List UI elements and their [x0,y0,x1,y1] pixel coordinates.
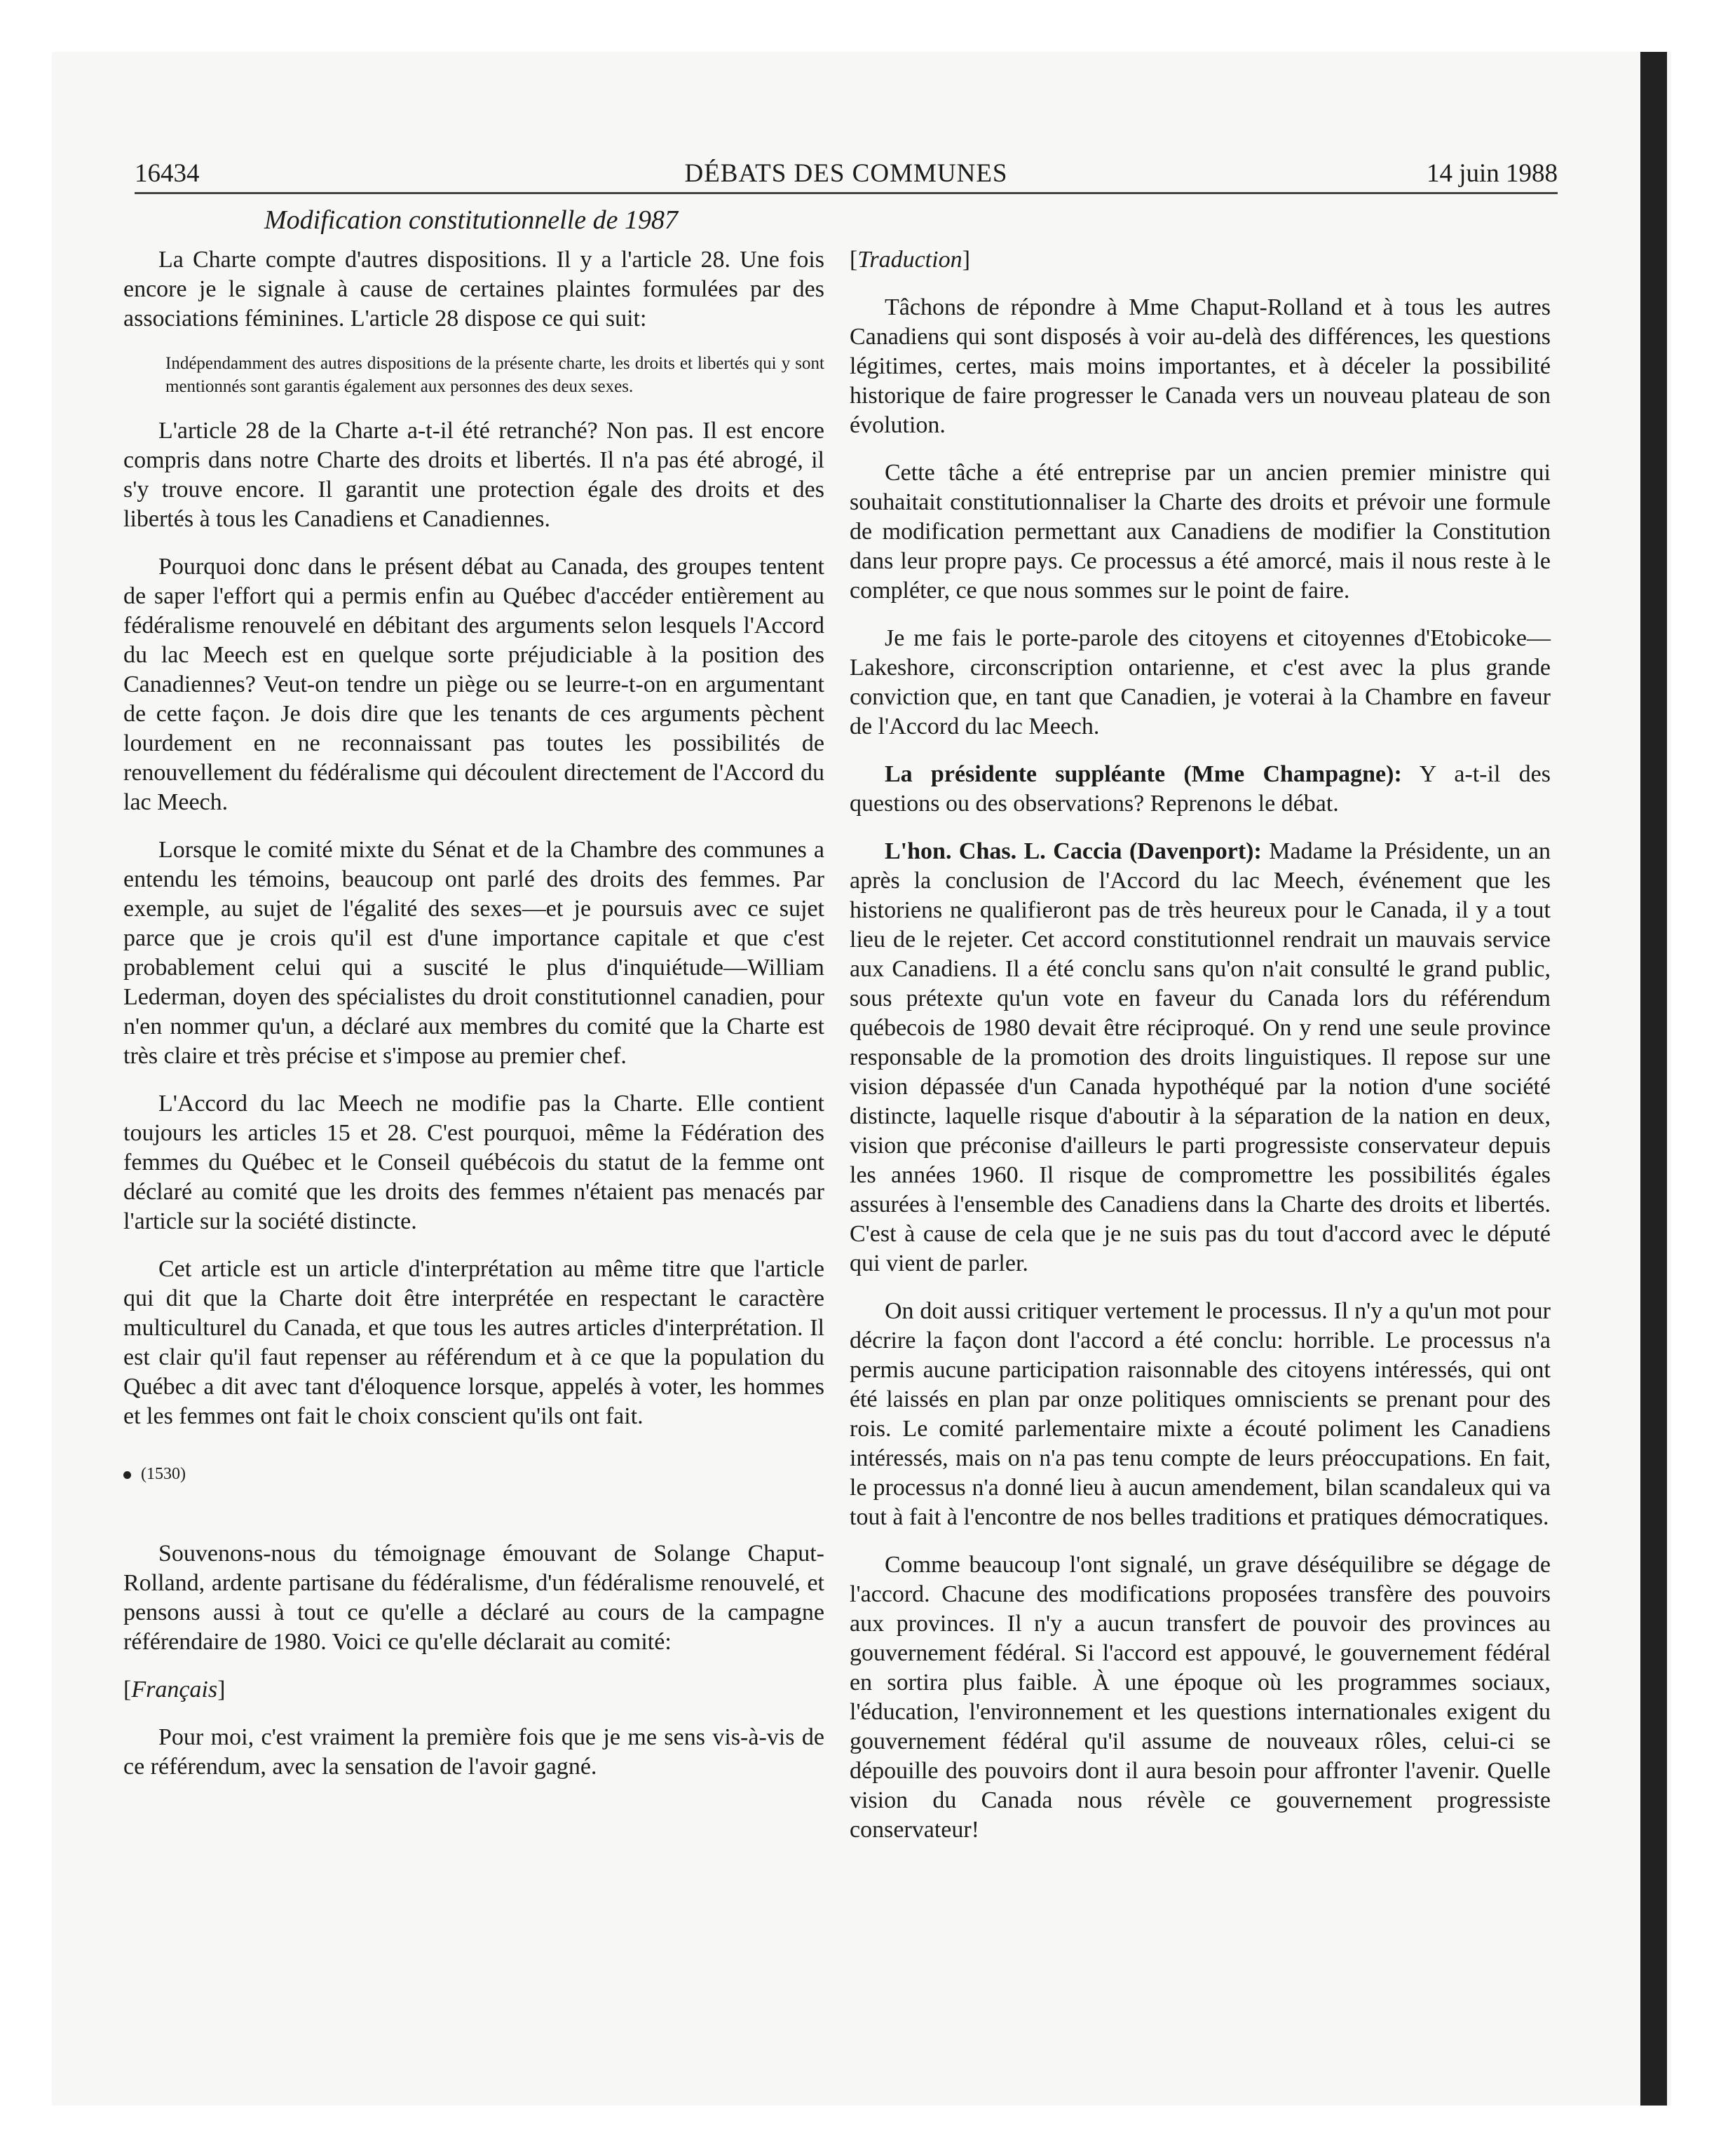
paragraph: Pourquoi donc dans le présent débat au Canada, des groupes tentent de saper l'effort qui a permis enfin au Québec d'accéder entièrement au fédéralisme renouvelé en débitant des arguments selon lesquels l'Accord du lac Meech est en quelque sorte préjudiciable à la position des Canadiennes? Veut-on tendre un piège ou se leurre-t-on en argumentant de cette façon. Je dois dire que les tenants de ces arguments pèchent lourdement en ne reconnaissant pas toutes les possibilités de renouvellement du fédéralisme qui découlent directement de l'Accord du lac Meech. [123,554,824,815]
page-date: 14 juin 1988 [1426,159,1558,188]
paragraph: Souvenons-nous du témoignage émouvant de Solange Chaput-Rolland, ardente partisane du fédéralisme, d'un fédéralisme renouvelé, et pensons aussi à tout ce qu'elle a déclaré au cours de la campagne référendaire de 1980. Voici ce qu'elle déclarait au comité: [123,1541,824,1655]
paragraph: L'article 28 de la Charte a-t-il été retranché? Non pas. Il est encore compris dans notre Charte des droits et libertés. Il n'a pas été abrogé, il s'y trouve encore. Il garantit une protection égale des droits et des libertés à tous les Canadiens et Canadiennes. [123,418,824,532]
paragraph: Tâchons de répondre à Mme Chaput-Rolland et à tous les autres Canadiens qui sont disposés à voir au-delà des différences, les questions légitimes, certes, mais moins importantes, et à déceler la possibilité historique de faire progresser le Canada vers un nouveau plateau de son évolution. [850,294,1551,438]
left-column [123,245,824,1800]
paragraph: La Charte compte d'autres dispositions. Il y a l'article 28. Une fois encore je le signale à cause de certaines plaintes formulées par des associations féminines. L'article 28 dispose ce qui suit: [123,247,824,332]
paragraph: Cet article est un article d'interprétation au même titre que l'article qui dit que la Charte doit être interprétée en respectant le caractère multiculturel du Canada, et que tous les autres articles d'interprétation. Il est clair qu'il faut repenser au référendum et à ce que la population du Québec a dit avec tant d'éloquence lorsque, appelés à voter, les hommes et les femmes ont fait le choix conscient qu'ils ont fait. [123,1256,824,1429]
language-label-text: Français [131,1677,218,1703]
scan-edge-bar [1640,52,1667,2106]
speaker-text: Y a-t-il des questions ou des observations? Reprenons le débat. [850,761,1551,817]
time-marker [123,1459,824,1489]
language-label: [Traduction] [850,247,970,273]
time-marker-text: (1530) [141,1465,186,1483]
paragraph: On doit aussi critiquer vertement le processus. Il n'y a qu'un mot pour décrire la façon dont l'accord a été conclu: horrible. Le processus n'a permis aucune participation raisonnable des citoyens intéressés, qui ont été laissés en plan par onze politiques omniscients se prenant pour des rois. Le comité parlementaire mixte a écouté poliment les Canadiens intéressés, mais on n'a pas tenu compte de leurs préoccupations. En fait, le processus n'a donné lieu à aucun amendement, bilan scandaleux qui va tout à fait à l'encontre de nos belles traditions et pratiques démocratiques. [850,1298,1551,1530]
speaker-paragraph [850,837,1551,1278]
page-number: 16434 [135,159,200,188]
speaker-name: La présidente suppléante (Mme Champagne): [885,761,1402,787]
language-label: [Français] [123,1677,226,1703]
publication-title: DÉBATS DES COMMUNES [684,159,1008,188]
paragraph: Lorsque le comité mixte du Sénat et de la Chambre des communes a entendu les témoins, beaucoup ont parlé des droits des femmes. Par exemple, au sujet de l'égalité des sexes—et je poursuis avec ce sujet parce que je crois qu'il est d'une importance capitale et que c'est probablement celui qui a suscité le plus d'inquiétude—William Lederman, doyen des spécialistes du droit constitutionnel canadien, pour n'en nommer qu'un, a déclaré aux membres du comité que la Charte est très claire et très précise et s'impose au premier chef. [123,837,824,1069]
paragraph: L'Accord du lac Meech ne modifie pas la Charte. Elle contient toujours les articles 15 et 28. C'est pourquoi, même la Fédération des femmes du Québec et le Conseil québécois du statut de la femme ont déclaré au comité que les droits des femmes n'étaient pas menacés par l'article sur la société distincte. [123,1091,824,1234]
block-quote: Indépendamment des autres dispositions de la présente charte, les droits et libertés qui y sont mentionnés sont garantis également aux personnes des deux sexes. [165,354,824,396]
paragraph: Cette tâche a été entreprise par un ancien premier ministre qui souhaitait constitutionnaliser la Charte des droits et prévoir une formule de modification permettant aux Canadiens de modifier la Constitution dans leur propre pays. Ce processus a été amorcé, mais il nous reste à le compléter, ce que nous sommes sur le point de faire. [850,460,1551,603]
speaker-name: L'hon. Chas. L. Caccia (Davenport): [885,838,1262,864]
page-header [135,158,1558,194]
paragraph: Comme beaucoup l'ont signalé, un grave déséquilibre se dégage de l'accord. Chacune des modifications proposées transfère des pouvoirs aux provinces. Il n'y a aucun transfert de pouvoir des provinces au gouvernement fédéral. Si l'accord est appouvé, le gouvernement fédéral en sortira plus faible. À une époque où les programmes sociaux, l'éducation, l'environnement et les questions internationales exigent du gouvernement fédéral qu'il assume de nouveaux rôles, celui-ci se dépouille des pouvoirs dont il aura besoin pour affronter l'avenir. Quelle vision du Canada nous révèle ce gouvernement progressiste conservateur! [850,1552,1551,1843]
right-column [850,245,1551,1863]
paragraph: Je me fais le porte-parole des citoyens et citoyennes d'Etobicoke—Lakeshore, circonscription ontarienne, et c'est avec la plus grande conviction que, en tant que Canadien, je voterai à la Chambre en faveur de l'Accord du lac Meech. [850,625,1551,739]
bullet-dot-icon [123,1471,131,1479]
section-subtitle: Modification constitutionnelle de 1987 [264,205,678,235]
language-label-text: Traduction [857,247,962,273]
paragraph: Pour moi, c'est vraiment la première fois que je me sens vis-à-vis de ce référendum, avec la sensation de l'avoir gagné. [123,1724,824,1780]
speaker-paragraph [850,760,1551,819]
speaker-text: Madame la Présidente, un an après la conclusion de l'Accord du lac Meech, événement que les historiens ne qualifieront pas de très heureux pour le Canada, il y a tout lieu de le rejeter. Cet accord constitutionnel rendrait un mauvais service aux Canadiens. Il a été conclu sans qu'on n'ait consulté le grand public, sous prétexte qu'un vote en faveur du Canada lors du référendum québecois de 1980 devait être réciproqué. On y rend une seule province responsable de la promotion des droits linguistiques. Il repose sur une vision dépassée d'un Canada hypothéqué par la notion d'une société distincte, laquelle risque d'aboutir à la séparation de la nation en deux, vision que préconise d'ailleurs le parti progressiste conservateur depuis les années 1960. Il risque de compromettre les possibilités égales assurées à l'ensemble des Canadiens dans la Charte des droits et libertés. C'est à cause de cela que je ne suis pas du tout d'accord avec le député qui vient de parler. [850,838,1551,1276]
